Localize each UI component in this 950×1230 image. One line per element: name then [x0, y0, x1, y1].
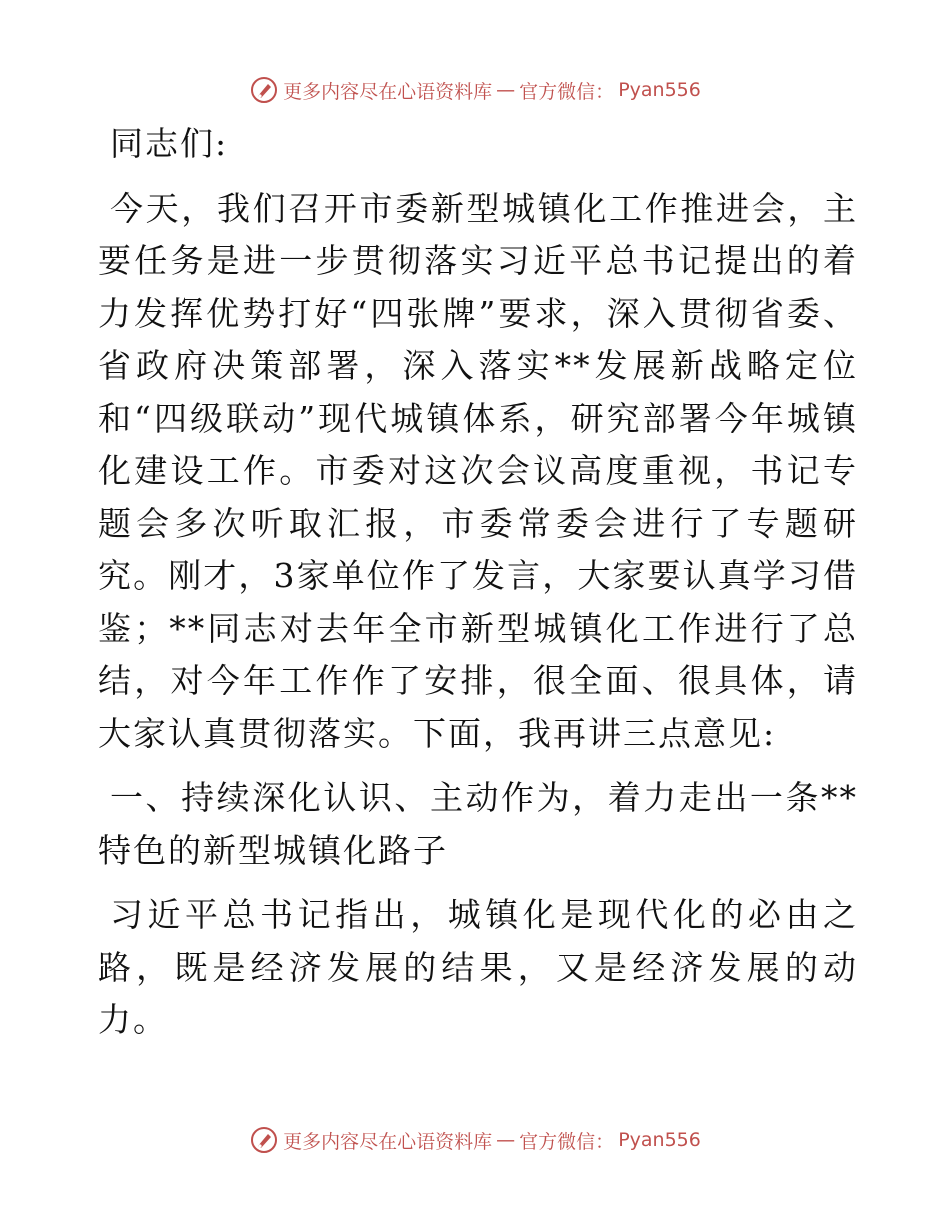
- watermark-wechat-id: Pyan556: [618, 79, 701, 101]
- pen-nib-logo-icon: [249, 75, 279, 105]
- section-heading-1: 一、持续深化认识、主动作为，着力走出一条**特色的新型城镇化路子: [98, 778, 858, 870]
- watermark-text: 更多内容尽在心语资料库: [283, 80, 493, 103]
- watermark-wechat-label: 官方微信：: [519, 80, 615, 103]
- pen-nib-logo-icon: [249, 1125, 279, 1155]
- watermark-wechat-id: Pyan556: [618, 1129, 701, 1151]
- header-watermark: [0, 74, 950, 106]
- paragraph-1: 今天，我们召开市委新型城镇化工作推进会，主要任务是进一步贯彻落实习近平总书记提出的着力发挥优势打好“四张牌”要求，深入贯彻省委、省政府决策部署，深入落实**发展新战略定位和“四级联动”现代城镇体系，研究部署今年城镇化建设工作。市委对这次会议高度重视，书记专题会多次听取汇报，市委常委会进行了专题研究。刚才，3家单位作了发言，大家要认真学习借鉴；**同志对去年全市新型城镇化工作进行了总结，对今年工作作了安排，很全面、很具体，请大家认真贯彻落实。下面，我再讲三点意见:: [98, 188, 858, 753]
- watermark-separator: —: [496, 1129, 516, 1151]
- greeting: 同志们:: [110, 124, 229, 163]
- paragraph-2: 习近平总书记指出，城镇化是现代化的必由之路，既是经济发展的结果，又是经济发展的动力。: [98, 895, 858, 1039]
- footer-watermark: [0, 1124, 950, 1156]
- document-body: [98, 118, 858, 1047]
- watermark-separator: —: [496, 79, 516, 101]
- watermark-text: 更多内容尽在心语资料库: [283, 1130, 493, 1153]
- watermark-wechat-label: 官方微信：: [519, 1130, 615, 1153]
